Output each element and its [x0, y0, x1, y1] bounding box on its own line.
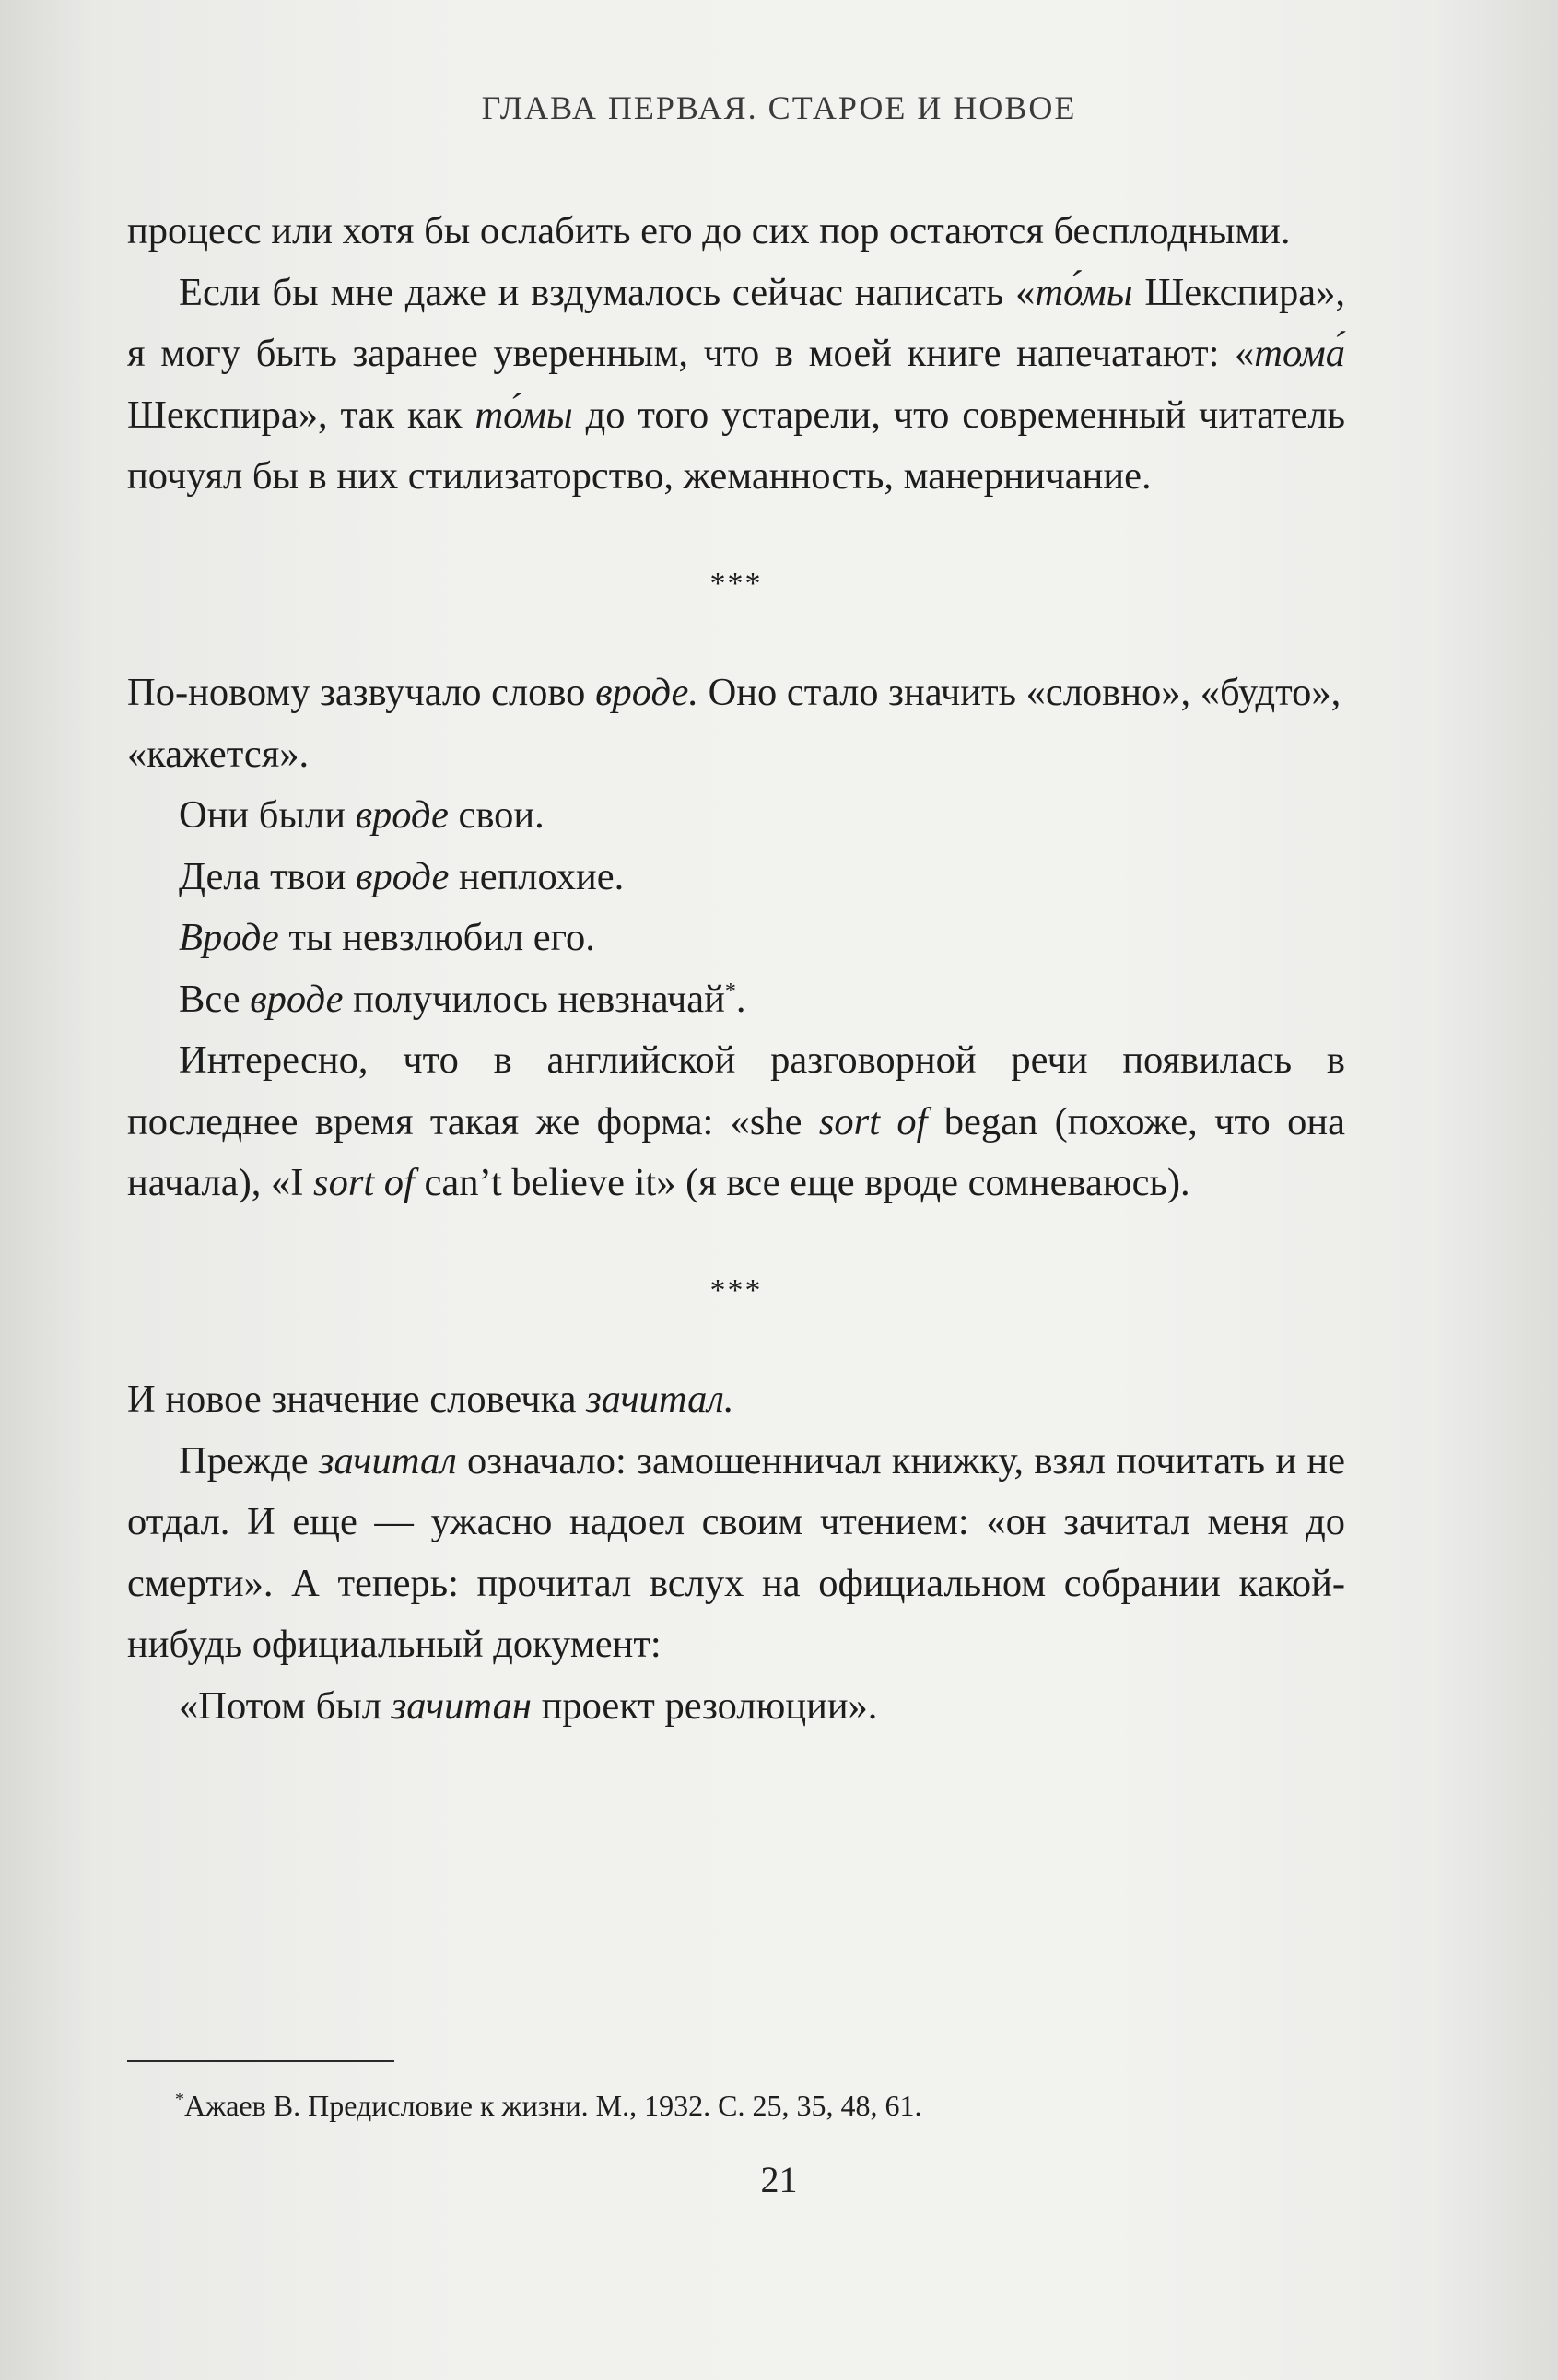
example-line: Они были вроде свои. — [179, 793, 545, 837]
paragraph: По-новому зазвучало слово вроде. Оно стало значить «словно», «будто», «кажется». — [127, 671, 1341, 776]
page-number: 21 — [760, 2159, 798, 2200]
footnote — [175, 2084, 1281, 2127]
paragraph: Если бы мне даже и вздумалось сейчас написать «то́мы Шекспира», я могу быть заранее уверенным, что в моей книге напечатают: «тома́ Шекспира», так как то́мы до того устарели, что современный читатель почуял бы в них стилизаторство, жеманность, манерничание. — [127, 270, 1345, 498]
paragraph: «Потом был зачитан проект резолюции». — [179, 1683, 878, 1728]
paragraph: процесс или хотя бы ослабить его до сих пор остаются бесплодными. — [127, 209, 1291, 252]
example-line: Все вроде получилось невзначай*. — [179, 977, 746, 1021]
running-head: ГЛАВА ПЕРВАЯ. СТАРОЕ И НОВОЕ — [481, 89, 1077, 126]
section-separator: *** — [709, 1272, 763, 1307]
example-line: Дела твои вроде неплохие. — [179, 854, 625, 898]
footnote-divider — [127, 2060, 394, 2062]
paragraph: И новое значение словечка зачитал. — [127, 1378, 734, 1421]
section-separator: *** — [709, 566, 763, 601]
footnote-text: Ажаев В. Предисловие к жизни. М., 1932. С. 25, 35, 48, 61. — [184, 2089, 922, 2122]
footnote-reference[interactable]: * — [724, 979, 736, 1003]
paragraph: Прежде зачитал означало: замошенничал книжку, взял почитать и не отдал. И еще — ужасно надоел своим чтением: «он зачитал меня до смерти». А теперь: прочитал вслух на официальном собрании какой-нибудь официальный документ: — [127, 1438, 1345, 1666]
example-line: Вроде ты невзлюбил его. — [179, 916, 595, 959]
body-text — [127, 201, 1345, 1737]
footnote-mark: * — [175, 2089, 184, 2110]
paragraph: Интересно, что в английской разговорной речи появилась в последнее время такая же форма: «she sort of began (похоже, что она начала), «I sort of can’t believe it» (я все еще вроде сомневаюсь). — [127, 1038, 1345, 1204]
